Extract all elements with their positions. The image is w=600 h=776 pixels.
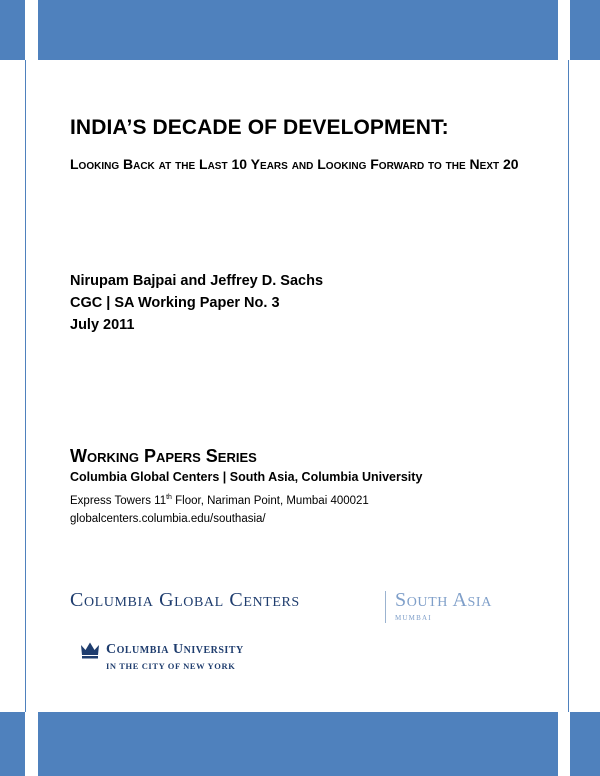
- crown-icon: [80, 641, 100, 659]
- website-link[interactable]: globalcenters.columbia.edu/southasia/: [70, 512, 266, 525]
- address-line: [70, 489, 369, 510]
- columbia-global-centers-logo: [70, 589, 540, 629]
- address-end: Floor, Nariman Point, Mumbai 400021: [171, 494, 369, 507]
- paper-number: CGC | SA Working Paper No. 3: [70, 295, 280, 311]
- cu-logo-name: Columbia University: [106, 642, 244, 657]
- address-start: Express Towers 11: [70, 494, 167, 507]
- bottom-footer-band: [38, 712, 558, 776]
- top-left-band: [0, 0, 25, 60]
- cu-logo-subtitle: IN THE CITY OF NEW YORK: [106, 661, 236, 671]
- paper-meta: [70, 270, 323, 336]
- cgc-logo-text: Columbia Global Centers: [70, 589, 300, 611]
- authors: Nirupam Bajpai and Jeffrey D. Sachs: [70, 273, 324, 289]
- bottom-left-band: [0, 712, 25, 776]
- publication-date: July 2011: [70, 317, 135, 333]
- cgc-logo-divider: [385, 591, 386, 623]
- cgc-logo-city: MUMBAI: [395, 614, 432, 622]
- top-right-band: [570, 0, 600, 60]
- organization-name: Columbia Global Centers | South Asia, Columbia University: [70, 470, 423, 484]
- address-ordinal: th: [166, 494, 172, 501]
- bottom-right-band: [570, 712, 600, 776]
- contact-block: [70, 489, 369, 528]
- top-header-band: [38, 0, 558, 60]
- series-heading: Working Papers Series: [70, 446, 257, 466]
- cgc-logo-region: South Asia: [395, 589, 492, 611]
- document-title: INDIA’S DECADE OF DEVELOPMENT:: [70, 116, 449, 139]
- document-subtitle: Looking Back at the Last 10 Years and Looking Forward to the Next 20: [70, 156, 519, 172]
- columbia-university-logo: [80, 640, 340, 676]
- right-border-rule: [568, 60, 569, 712]
- left-border-rule: [25, 60, 26, 712]
